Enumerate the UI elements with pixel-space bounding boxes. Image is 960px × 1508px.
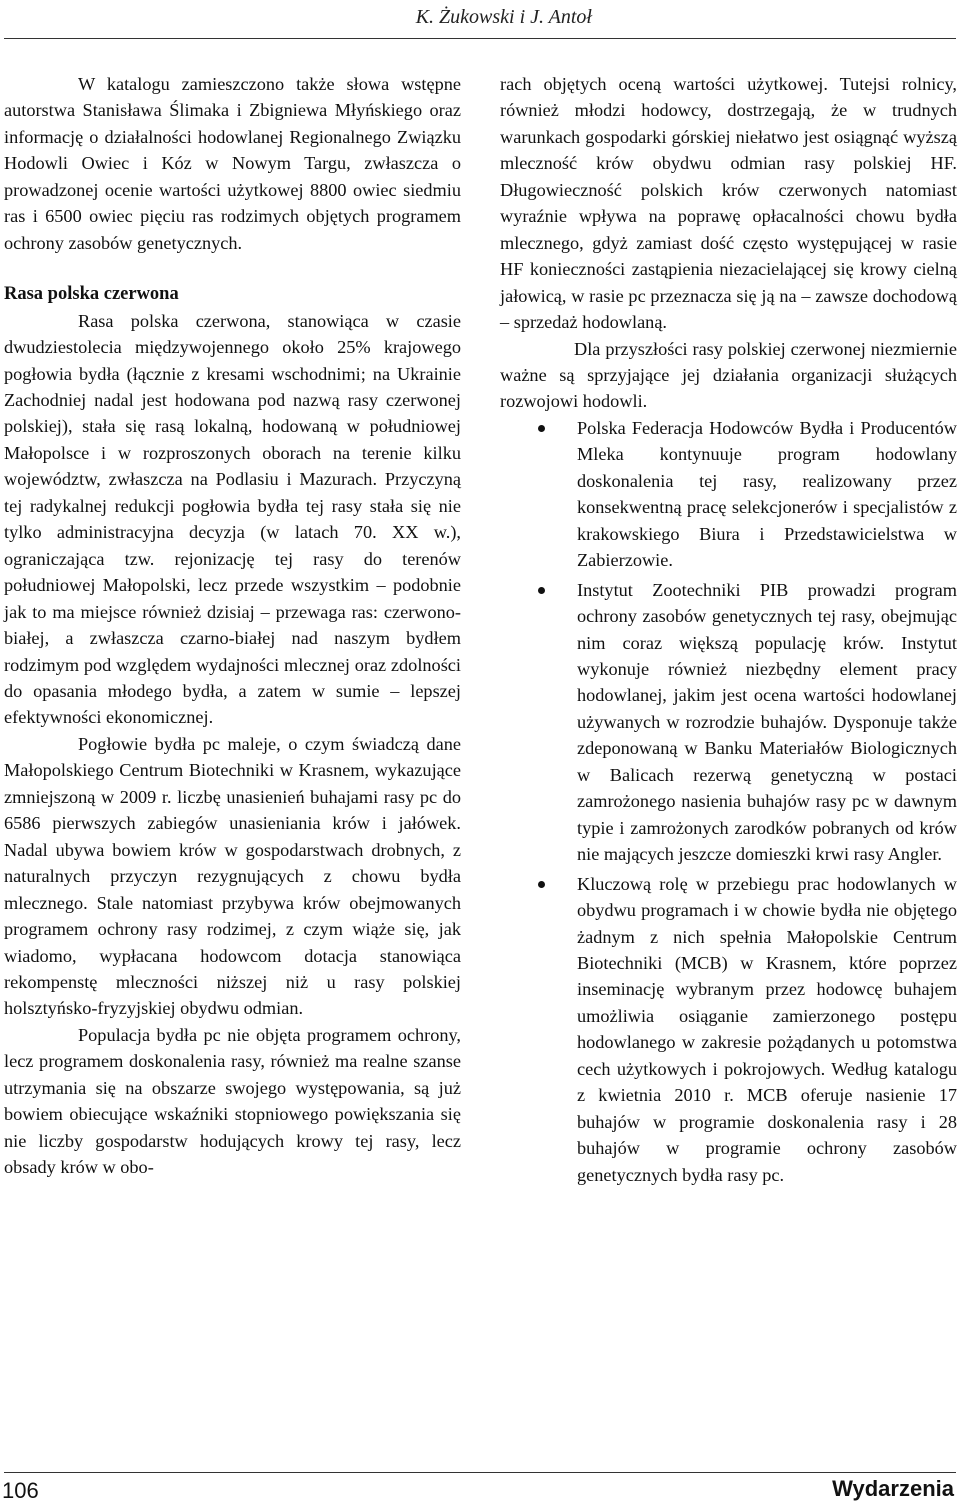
section-heading: Rasa polska czerwona — [4, 284, 179, 305]
bullet-icon — [538, 881, 545, 888]
body-paragraph-2: Pogłowie bydła pc maleje, o czym świadczą dane Małopolskiego Centrum Biotechniki w Krasnem, wykazujące zmniejszoną w 2009 r. liczbę unasienień buhajami rasy pc do 6586 pierwszych zabiegów unasieniania krów i jałówek. Nadal ubywa bowiem krów w gospodarstwach drobnych, z naturalnych przyczyn rezygnujących z chowu bydła mlecznego. Stale natomiast przybywa krów obejmowanych programem ochrony rasy rodzimej, z czym wiąże się, jak wiadomo, wypłacana hodowcom dotacja stanowiąca rekompenstę mleczności niższej niż u rasy polskiej holsztyńsko-fryzyjskiej obydwu odmian. — [4, 733, 461, 1019]
list-item-text: Polska Federacja Hodowców Bydła i Producentów Mleka kontynuuje program hodowlany doskonalenia tej rasy, realizowany przez konsekwentną pracę selekcjonerów i specjalistów z krakowskiego Biura i Przedstawicielstwa w Zabierzowie. — [577, 417, 957, 571]
bullet-icon — [538, 425, 545, 432]
bullet-icon — [538, 587, 545, 594]
list-item — [500, 577, 957, 868]
footer-rule — [4, 1472, 956, 1473]
body-paragraph-3: Populacja bydła pc nie objęta programem ochrony, lecz programem doskonalenia rasy, również ma realne szanse utrzymania się na obszarze swojego występowania, są już bowiem obiecujące wskaźniki stopniowego powiększania się nie liczby gospodarstw hodujących krowy tej rasy, lecz obsady krów w obo- — [4, 1024, 461, 1178]
body-paragraph-4: Dla przyszłości rasy polskiej czerwonej niezmiernie ważne są sprzyjające jej działania organizacji służących rozwojowi hodowli. — [500, 338, 957, 412]
header-rule — [4, 38, 956, 39]
intro-paragraph: W katalogu zamieszczono także słowa wstępne autorstwa Stanisława Ślimaka i Zbigniewa Młyńskiego oraz informację o działalności hodowlanej Regionalnego Związku Hodowli Owiec i Kóz w Nowym Targu, zwłaszcza o prowadzonej ocenie wartości użytkowej 8800 owiec siedmiu ras i 6500 owiec pięciu ras rodzimych objętych programem ochrony zasobów genetycznych. — [4, 74, 461, 253]
section-name: Wydarzenia — [832, 1476, 954, 1501]
left-column — [4, 71, 461, 1181]
list-item — [500, 871, 957, 1188]
list-item-text: Kluczową rolę w przebiegu prac hodowlanych w obydwu programach i w chowie bydła nie objętego żadnym z nich spełnia Małopolskie Centrum Biotechniki (MCB) w Krasnem, które poprzez inseminację wybranym przez hodowcę buhajem umożliwia osiąganie zamierzonego postępu hodowlanego w zakresie pożądanych u potomstwa cech użytkowych i pokrojowych. Według katalogu z kwietnia 2010 r. MCB oferuje nasienie 17 buhajów w programie doskonalenia rasy i 28 buhajów w programie ochrony zasobów genetycznych bydła rasy pc. — [577, 873, 957, 1185]
running-head: K. Żukowski i J. Antoł — [415, 6, 592, 28]
body-paragraph-1: Rasa polska czerwona, stanowiąca w czasie dwudziestolecia międzywojennego około 25% krajowego pogłowia bydła (łącznie z kresami wschodnimi; na Ukrainie Zachodniej nadal jest hodowana pod nazwą rasy czerwonej polskiej), stała się rasą lokalną, hodowaną w południowej Małopolsce i w rozproszonych oborach na terenie kilku województw, zwłaszcza na Podlasiu i Mazurach. Przyczyną tej radykalnej redukcji pogłowia bydła tej rasy stała się nie tylko administracyjna decyzja (w latach 70. XX w.), ograniczająca tzw. rejonizację tej rasy do terenów południowej Małopolski, lecz przede wszystkim – podobnie jak to ma miejsce również dzisiaj – przewaga ras: czerwono-białej, a zwłaszcza czarno-białej nad naszym bydłem rodzimym pod względem wydajności mlecznej oraz zdolności do opasania młodego bydła, a zatem w sumie – lepszej efektywności ekonomicznej. — [4, 310, 461, 728]
right-column — [500, 71, 957, 1188]
list-item-text: Instytut Zootechniki PIB prowadzi program ochrony zasobów genetycznych tej rasy, obejmując nim coraz większą populację krów. Instytut wykonuje również niezbędny element pracy hodowlanej, jakim jest ocena wartości hodowlanej używanych w rozrodzie buhajów. Dysponuje także zdeponowaną w Banku Materiałów Biologicznych w Balicach rezerwą genetyczną w postaci zamrożonego nasienia buhajów rasy pc w dawnym typie i zamrożonych zarodków pobranych od krów nie mających jeszcze domieszki krwi rasy Angler. — [577, 579, 957, 865]
bullet-list — [500, 415, 957, 1188]
continued-paragraph: rach objętych oceną wartości użytkowej. Tutejsi rolnicy, również młodzi hodowcy, dostrzegają, że w trudnych warunkach gospodarki górskiej niełatwo jest osiągnąć wyższą mleczność krów obydwu odmian rasy polskiej HF. Długowieczność polskich krów czerwonych natomiast wyraźnie wpływa na poprawę opłacalności chowu bydła mlecznego, gdyż zamiast dość często występującej w rasie HF konieczności zastąpienia niezacielającej się krowy cielną jałowicą, w rasie pc przeznacza się ją na – zawsze dochodową – sprzedaż hodowlaną. — [500, 74, 957, 333]
page-number: 106 — [2, 1478, 39, 1503]
list-item — [500, 415, 957, 574]
